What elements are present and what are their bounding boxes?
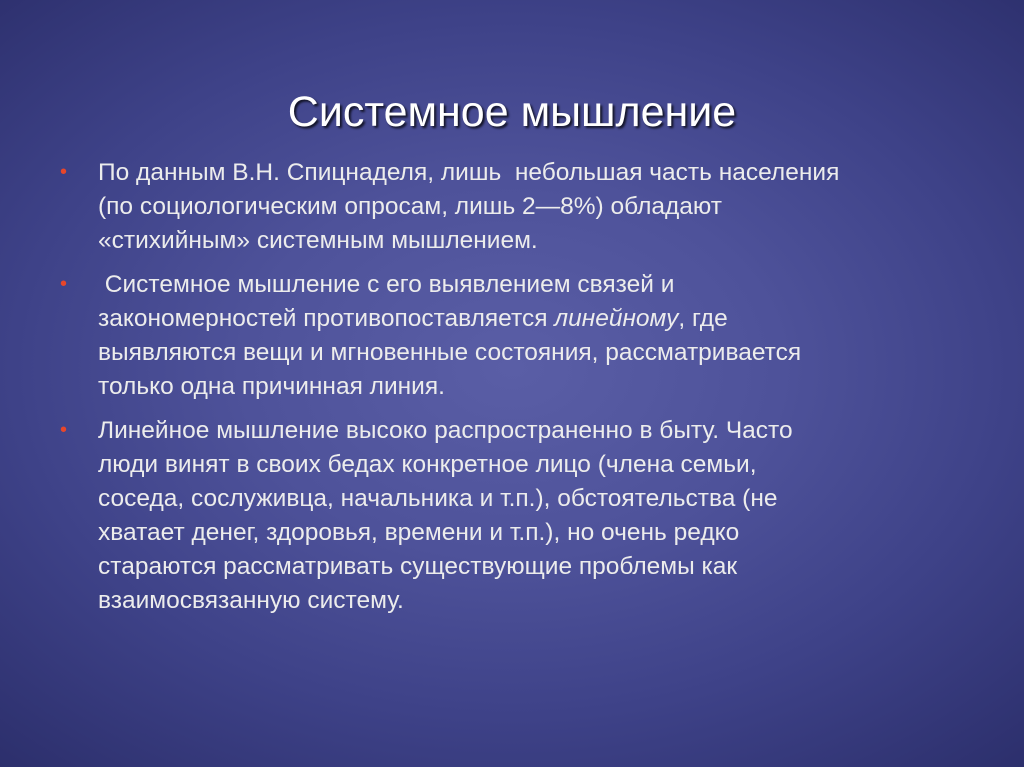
text-line: соседа, сослуживца, начальника и т.п.), обстоятельства (не	[98, 485, 778, 512]
text-line: Системное мышление с его выявлением связей и	[98, 271, 675, 298]
bullet-item-3	[60, 414, 960, 618]
text-line: По данным В.Н. Спицнаделя, лишь небольшая часть населения	[98, 159, 840, 186]
bullet-text-1	[98, 156, 960, 258]
bullet-dot-icon: •	[60, 161, 68, 183]
text-line-with-emphasis	[98, 302, 960, 336]
emphasized-term: линейному	[554, 305, 679, 332]
bullet-dot-icon: •	[60, 273, 68, 295]
text-line: выявляются вещи и мгновенные состояния, рассматривается	[98, 339, 802, 366]
text-line: люди винят в своих бедах конкретное лицо (члена семьи,	[98, 451, 757, 478]
bullet-item-2	[60, 268, 960, 404]
bullet-dot-icon: •	[60, 419, 68, 441]
text-line: «стихийным» системным мышлением.	[98, 227, 538, 254]
bullet-list	[60, 156, 960, 628]
text-line: хватает денег, здоровья, времени и т.п.), но очень редко	[98, 519, 740, 546]
text-segment: , где	[678, 305, 728, 332]
bullet-text-2	[98, 268, 960, 404]
bullet-text-3	[98, 414, 960, 618]
text-segment: закономерностей противопоставляется	[98, 305, 555, 332]
text-line: только одна причинная линия.	[98, 373, 445, 400]
text-line: Линейное мышление высоко распространенно в быту. Часто	[98, 417, 793, 444]
bullet-item-1	[60, 156, 960, 258]
slide-title: Системное мышление	[287, 88, 737, 136]
text-line: (по социологическим опросам, лишь 2—8%) обладают	[98, 193, 722, 220]
text-line: стараются рассматривать существующие проблемы как	[98, 553, 738, 580]
text-line: взаимосвязанную систему.	[98, 587, 404, 614]
